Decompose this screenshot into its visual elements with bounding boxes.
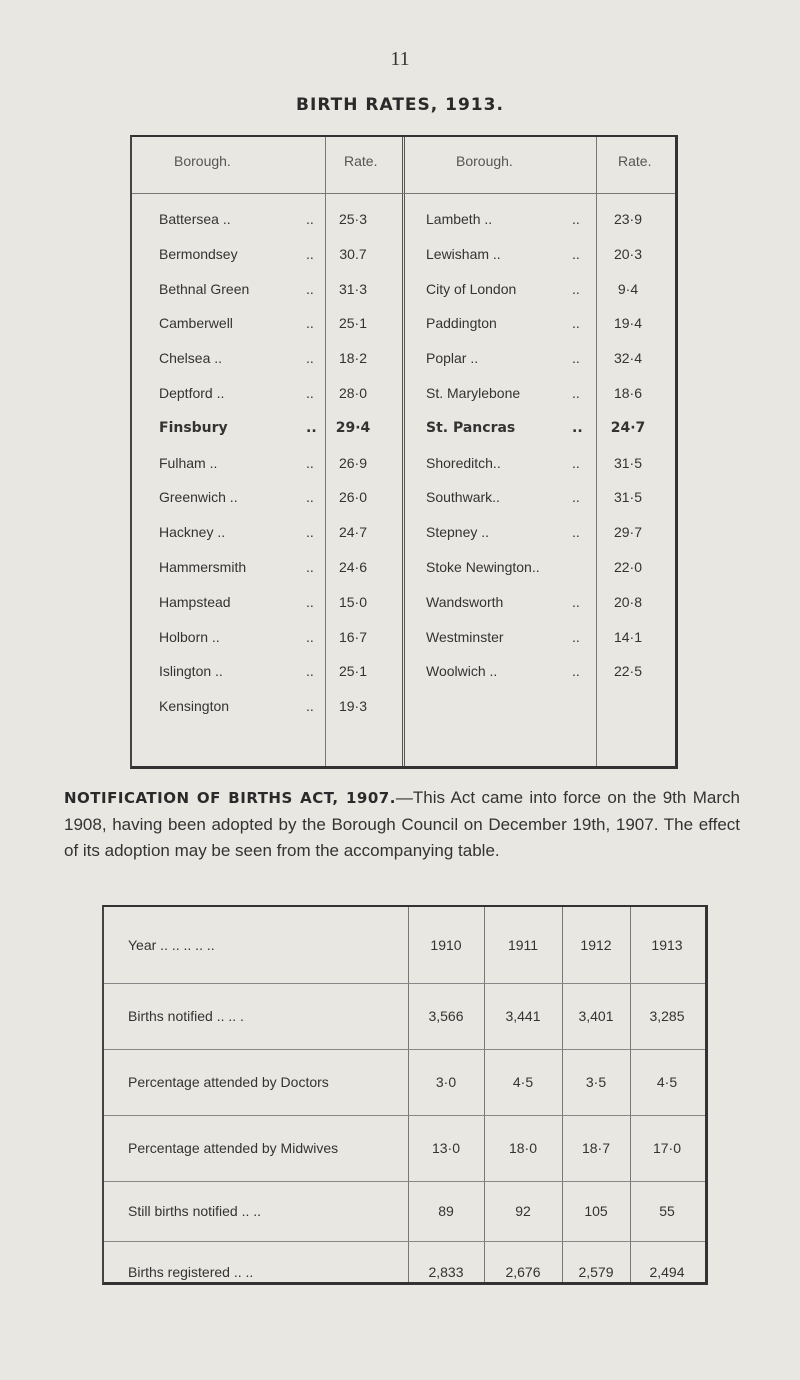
page-number: 11 bbox=[390, 48, 410, 70]
borough-right: Lewisham .. bbox=[426, 245, 501, 262]
leader-dots-left: .. bbox=[306, 384, 314, 401]
leader-dots-right: .. bbox=[572, 280, 580, 297]
table-cell: 3·5 bbox=[585, 1074, 607, 1090]
birth-rates-body bbox=[132, 193, 675, 715]
rate-right: 18·6 bbox=[613, 384, 643, 401]
leader-dots-left: .. bbox=[306, 315, 314, 332]
rate-right: 31·5 bbox=[613, 454, 643, 471]
table-row bbox=[132, 263, 675, 298]
rate-right: 19·4 bbox=[613, 315, 643, 332]
table-cell: 18·0 bbox=[508, 1140, 538, 1156]
leader-dots-left: .. bbox=[306, 628, 314, 645]
table-cell: 3,566 bbox=[428, 1008, 464, 1024]
leader-dots-right: .. bbox=[572, 350, 580, 367]
borough-right: Southwark.. bbox=[426, 489, 500, 506]
rate-right: 14·1 bbox=[613, 628, 643, 645]
leader-dots-left: .. bbox=[306, 454, 314, 471]
borough-left: Hammersmith bbox=[159, 558, 247, 575]
row-label: Year .. .. .. .. .. bbox=[128, 937, 215, 953]
rate-left: 24·6 bbox=[338, 558, 368, 575]
borough-right: Westminster bbox=[426, 628, 504, 645]
table-row bbox=[104, 1049, 705, 1116]
borough-right: St. Pancras bbox=[426, 419, 516, 436]
rate-right: 23·9 bbox=[613, 211, 643, 227]
rate-right: 24·7 bbox=[610, 419, 646, 436]
table-row bbox=[132, 645, 675, 680]
rate-right: 22·5 bbox=[613, 663, 643, 680]
rate-left: 26·0 bbox=[338, 489, 368, 506]
birth-rates-title: BIRTH RATES, 1913. bbox=[296, 95, 504, 115]
birth-rates-header bbox=[132, 137, 675, 194]
table-row bbox=[104, 1115, 705, 1182]
row-label: Percentage attended by Midwives bbox=[128, 1140, 339, 1156]
header-borough-right: Borough. bbox=[456, 153, 513, 169]
leader-dots-right: .. bbox=[572, 384, 580, 401]
births-table bbox=[102, 905, 708, 1285]
table-row bbox=[132, 437, 675, 472]
year-header: 1911 bbox=[507, 937, 539, 953]
table-row bbox=[132, 576, 675, 611]
leader-dots-right: .. bbox=[572, 419, 583, 436]
leader-dots-left: .. bbox=[306, 663, 314, 680]
leader-dots-right: .. bbox=[572, 454, 580, 471]
table-cell: 89 bbox=[438, 1203, 454, 1219]
borough-left: Kensington bbox=[159, 698, 230, 715]
leader-dots-left: .. bbox=[306, 593, 314, 610]
table-cell: 3,441 bbox=[505, 1008, 541, 1024]
table-cell: 2,833 bbox=[428, 1264, 464, 1280]
leader-dots-right: .. bbox=[572, 663, 580, 680]
row-label: Percentage attended by Doctors bbox=[128, 1074, 329, 1090]
notification-text: —This Act came into force on the 9th March 1908, having been adopted by the Borough Council on December 19th, 1907. The effect of its adoption may be seen from the accompanying table. bbox=[64, 788, 740, 860]
borough-left: Bethnal Green bbox=[159, 280, 250, 297]
leader-dots-left: .. bbox=[306, 698, 314, 715]
rate-left: 30.7 bbox=[339, 245, 367, 262]
rate-right: 20·3 bbox=[613, 245, 643, 262]
leader-dots-left: .. bbox=[306, 350, 314, 367]
row-label: Births registered .. .. bbox=[128, 1264, 254, 1280]
leader-dots-right: .. bbox=[572, 245, 580, 262]
rate-left: 29·4 bbox=[335, 419, 371, 436]
leader-dots-right: .. bbox=[572, 628, 580, 645]
leader-dots-left: .. bbox=[306, 489, 314, 506]
rate-left: 24·7 bbox=[338, 524, 368, 541]
leader-dots-left: .. bbox=[306, 419, 317, 436]
year-header: 1913 bbox=[651, 937, 683, 953]
header-rate-right: Rate. bbox=[618, 153, 652, 169]
rate-left: 25·1 bbox=[338, 315, 368, 332]
header-rate-left: Rate. bbox=[344, 153, 378, 169]
leader-dots-left: .. bbox=[306, 211, 314, 227]
rate-left: 28·0 bbox=[338, 384, 368, 401]
table-row bbox=[132, 193, 675, 228]
table-cell: 55 bbox=[659, 1203, 675, 1219]
leader-dots-right: .. bbox=[572, 489, 580, 506]
birth-rates-table bbox=[130, 135, 678, 769]
leader-dots-right: .. bbox=[572, 211, 580, 227]
rate-left: 19·3 bbox=[338, 698, 368, 715]
table-row bbox=[132, 332, 675, 367]
table-cell: 2,579 bbox=[578, 1264, 614, 1280]
rate-left: 15·0 bbox=[338, 593, 368, 610]
table-cell: 18·7 bbox=[581, 1140, 611, 1156]
rate-right: 31·5 bbox=[613, 489, 643, 506]
table-row bbox=[132, 402, 675, 437]
borough-right: Shoreditch.. bbox=[426, 454, 501, 471]
rate-left: 18·2 bbox=[338, 350, 368, 367]
table-row bbox=[132, 680, 675, 715]
table-cell: 105 bbox=[584, 1203, 608, 1219]
table-cell: 4·5 bbox=[656, 1074, 678, 1090]
leader-dots-left: .. bbox=[306, 280, 314, 297]
borough-right: Lambeth .. bbox=[426, 211, 493, 227]
table-cell: 17·0 bbox=[652, 1140, 682, 1156]
borough-left: Fulham .. bbox=[159, 454, 218, 471]
table-row bbox=[132, 471, 675, 506]
leader-dots-left: .. bbox=[306, 558, 314, 575]
leader-dots-right: .. bbox=[572, 593, 580, 610]
rate-left: 16·7 bbox=[338, 628, 368, 645]
borough-left: Bermondsey bbox=[159, 245, 238, 262]
births-table-header bbox=[104, 907, 705, 984]
notification-paragraph bbox=[64, 785, 740, 865]
borough-left: Hampstead bbox=[159, 593, 231, 610]
table-row bbox=[132, 297, 675, 332]
table-row bbox=[132, 541, 675, 576]
rate-left: 26·9 bbox=[338, 454, 368, 471]
borough-right: St. Marylebone bbox=[426, 384, 521, 401]
table-cell: 13·0 bbox=[431, 1140, 461, 1156]
table-cell: 2,676 bbox=[505, 1264, 541, 1280]
borough-left: Deptford .. bbox=[159, 384, 225, 401]
rate-left: 25·3 bbox=[338, 211, 368, 227]
borough-left: Greenwich .. bbox=[159, 489, 238, 506]
leader-dots-left: .. bbox=[306, 524, 314, 541]
leader-dots-left: .. bbox=[306, 245, 314, 262]
borough-left: Chelsea .. bbox=[159, 350, 223, 367]
rate-left: 31·3 bbox=[338, 280, 368, 297]
notification-heading: NOTIFICATION OF BIRTHS ACT, 1907. bbox=[64, 789, 396, 807]
table-cell: 3,401 bbox=[578, 1008, 614, 1024]
borough-right: Poplar .. bbox=[426, 350, 479, 367]
year-header: 1912 bbox=[580, 937, 612, 953]
rate-right: 22·0 bbox=[613, 558, 643, 575]
table-row bbox=[132, 611, 675, 646]
table-row bbox=[132, 228, 675, 263]
borough-left: Battersea .. bbox=[159, 211, 231, 227]
table-row bbox=[132, 367, 675, 402]
borough-left: Islington .. bbox=[159, 663, 223, 680]
table-row bbox=[104, 1181, 705, 1242]
borough-left: Camberwell bbox=[159, 315, 233, 332]
borough-right: Woolwich .. bbox=[426, 663, 498, 680]
borough-right: Stepney .. bbox=[426, 524, 490, 541]
borough-right: Stoke Newington.. bbox=[426, 558, 540, 575]
leader-dots-right: .. bbox=[572, 315, 580, 332]
table-row bbox=[104, 983, 705, 1050]
borough-right: Wandsworth bbox=[426, 593, 504, 610]
borough-left: Hackney .. bbox=[159, 524, 226, 541]
row-label: Births notified .. .. . bbox=[128, 1008, 244, 1024]
table-cell: 2,494 bbox=[649, 1264, 685, 1280]
rate-right: 29·7 bbox=[613, 524, 643, 541]
header-borough-left: Borough. bbox=[174, 153, 231, 169]
table-cell: 3·0 bbox=[435, 1074, 457, 1090]
year-header: 1910 bbox=[430, 937, 462, 953]
table-row bbox=[132, 506, 675, 541]
table-cell: 92 bbox=[515, 1203, 531, 1219]
borough-left: Finsbury bbox=[159, 419, 228, 436]
row-label: Still births notified .. .. bbox=[128, 1203, 262, 1219]
leader-dots-right: .. bbox=[572, 524, 580, 541]
borough-right: City of London bbox=[426, 280, 517, 297]
rate-right: 9·4 bbox=[617, 280, 639, 297]
rate-right: 32·4 bbox=[613, 350, 643, 367]
rate-right: 20·8 bbox=[613, 593, 643, 610]
borough-right: Paddington bbox=[426, 315, 497, 332]
table-cell: 3,285 bbox=[649, 1008, 685, 1024]
table-row bbox=[104, 1241, 705, 1303]
borough-left: Holborn .. bbox=[159, 628, 220, 645]
table-cell: 4·5 bbox=[512, 1074, 534, 1090]
rate-left: 25·1 bbox=[338, 663, 368, 680]
